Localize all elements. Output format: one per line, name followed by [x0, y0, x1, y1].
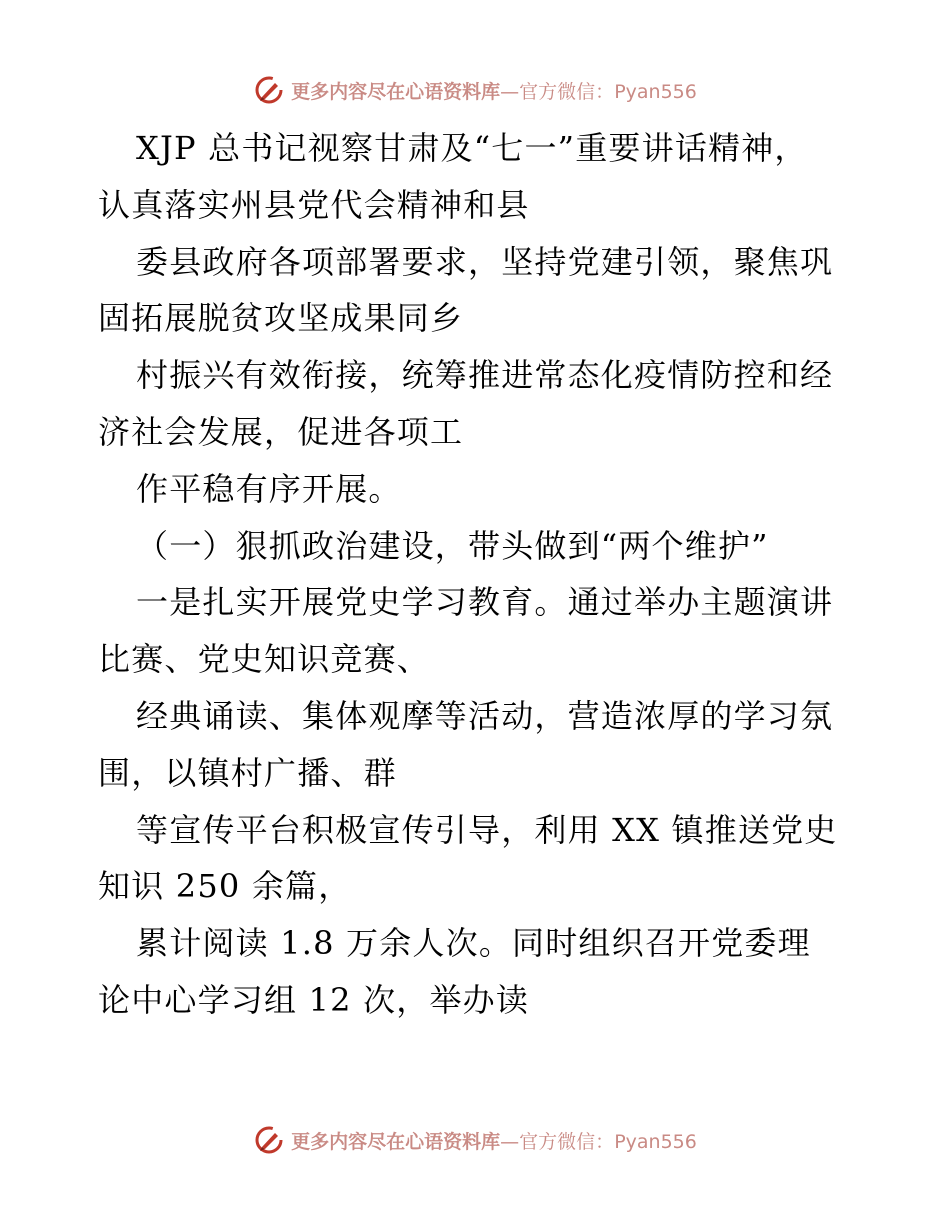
body-line-10: 比赛、党史知识竞赛、 [98, 640, 431, 679]
body-line-6: 济社会发展，促进各项工 [98, 412, 464, 451]
document-body [98, 120, 858, 1029]
body-line-15: 累计阅读 1.8 万余人次。同时组织召开党委理 [136, 924, 811, 963]
body-line-14: 知识 250 余篇， [98, 867, 352, 906]
pen-logo-icon [253, 1124, 285, 1156]
body-line-13: 等宣传平台积极宣传引导，利用 XX 镇推送党史 [136, 810, 838, 849]
watermark-sub: 官方微信： [519, 1130, 615, 1153]
watermark-text [291, 77, 697, 104]
pen-logo-icon [253, 74, 285, 106]
watermark-handle: Pyan556 [614, 1130, 697, 1153]
watermark-handle: Pyan556 [614, 80, 697, 103]
watermark-dash: — [500, 80, 520, 103]
header-watermark [0, 70, 950, 110]
watermark-text [291, 1127, 697, 1154]
body-line-3: 委县政府各项部署要求，坚持党建引领，聚焦巩 [136, 242, 834, 281]
footer-watermark [0, 1120, 950, 1160]
body-line-5: 村振兴有效衔接，统筹推进常态化疫情防控和经 [136, 356, 834, 395]
body-line-11: 经典诵读、集体观摩等活动，营造浓厚的学习氛 [136, 696, 834, 735]
body-line-12: 围，以镇村广播、群 [98, 753, 397, 792]
section-heading: （一）狠抓政治建设，带头做到“两个维护” [136, 526, 769, 565]
body-line-7: 作平稳有序开展。 [136, 469, 402, 508]
watermark-main: 更多内容尽在心语资料库 [291, 1130, 501, 1153]
body-line-4: 固拓展脱贫攻坚成果同乡 [98, 299, 464, 338]
watermark-main: 更多内容尽在心语资料库 [291, 80, 501, 103]
body-line-16: 论中心学习组 12 次，举办读 [98, 980, 530, 1019]
body-line-2: 认真落实州县党代会精神和县 [98, 185, 530, 224]
watermark-dash: — [500, 1130, 520, 1153]
body-line-9: 一是扎实开展党史学习教育。通过举办主题演讲 [136, 583, 834, 622]
body-line-1: XJP 总书记视察甘肃及“七一”重要讲话精神， [136, 129, 808, 167]
watermark-sub: 官方微信： [519, 80, 615, 103]
